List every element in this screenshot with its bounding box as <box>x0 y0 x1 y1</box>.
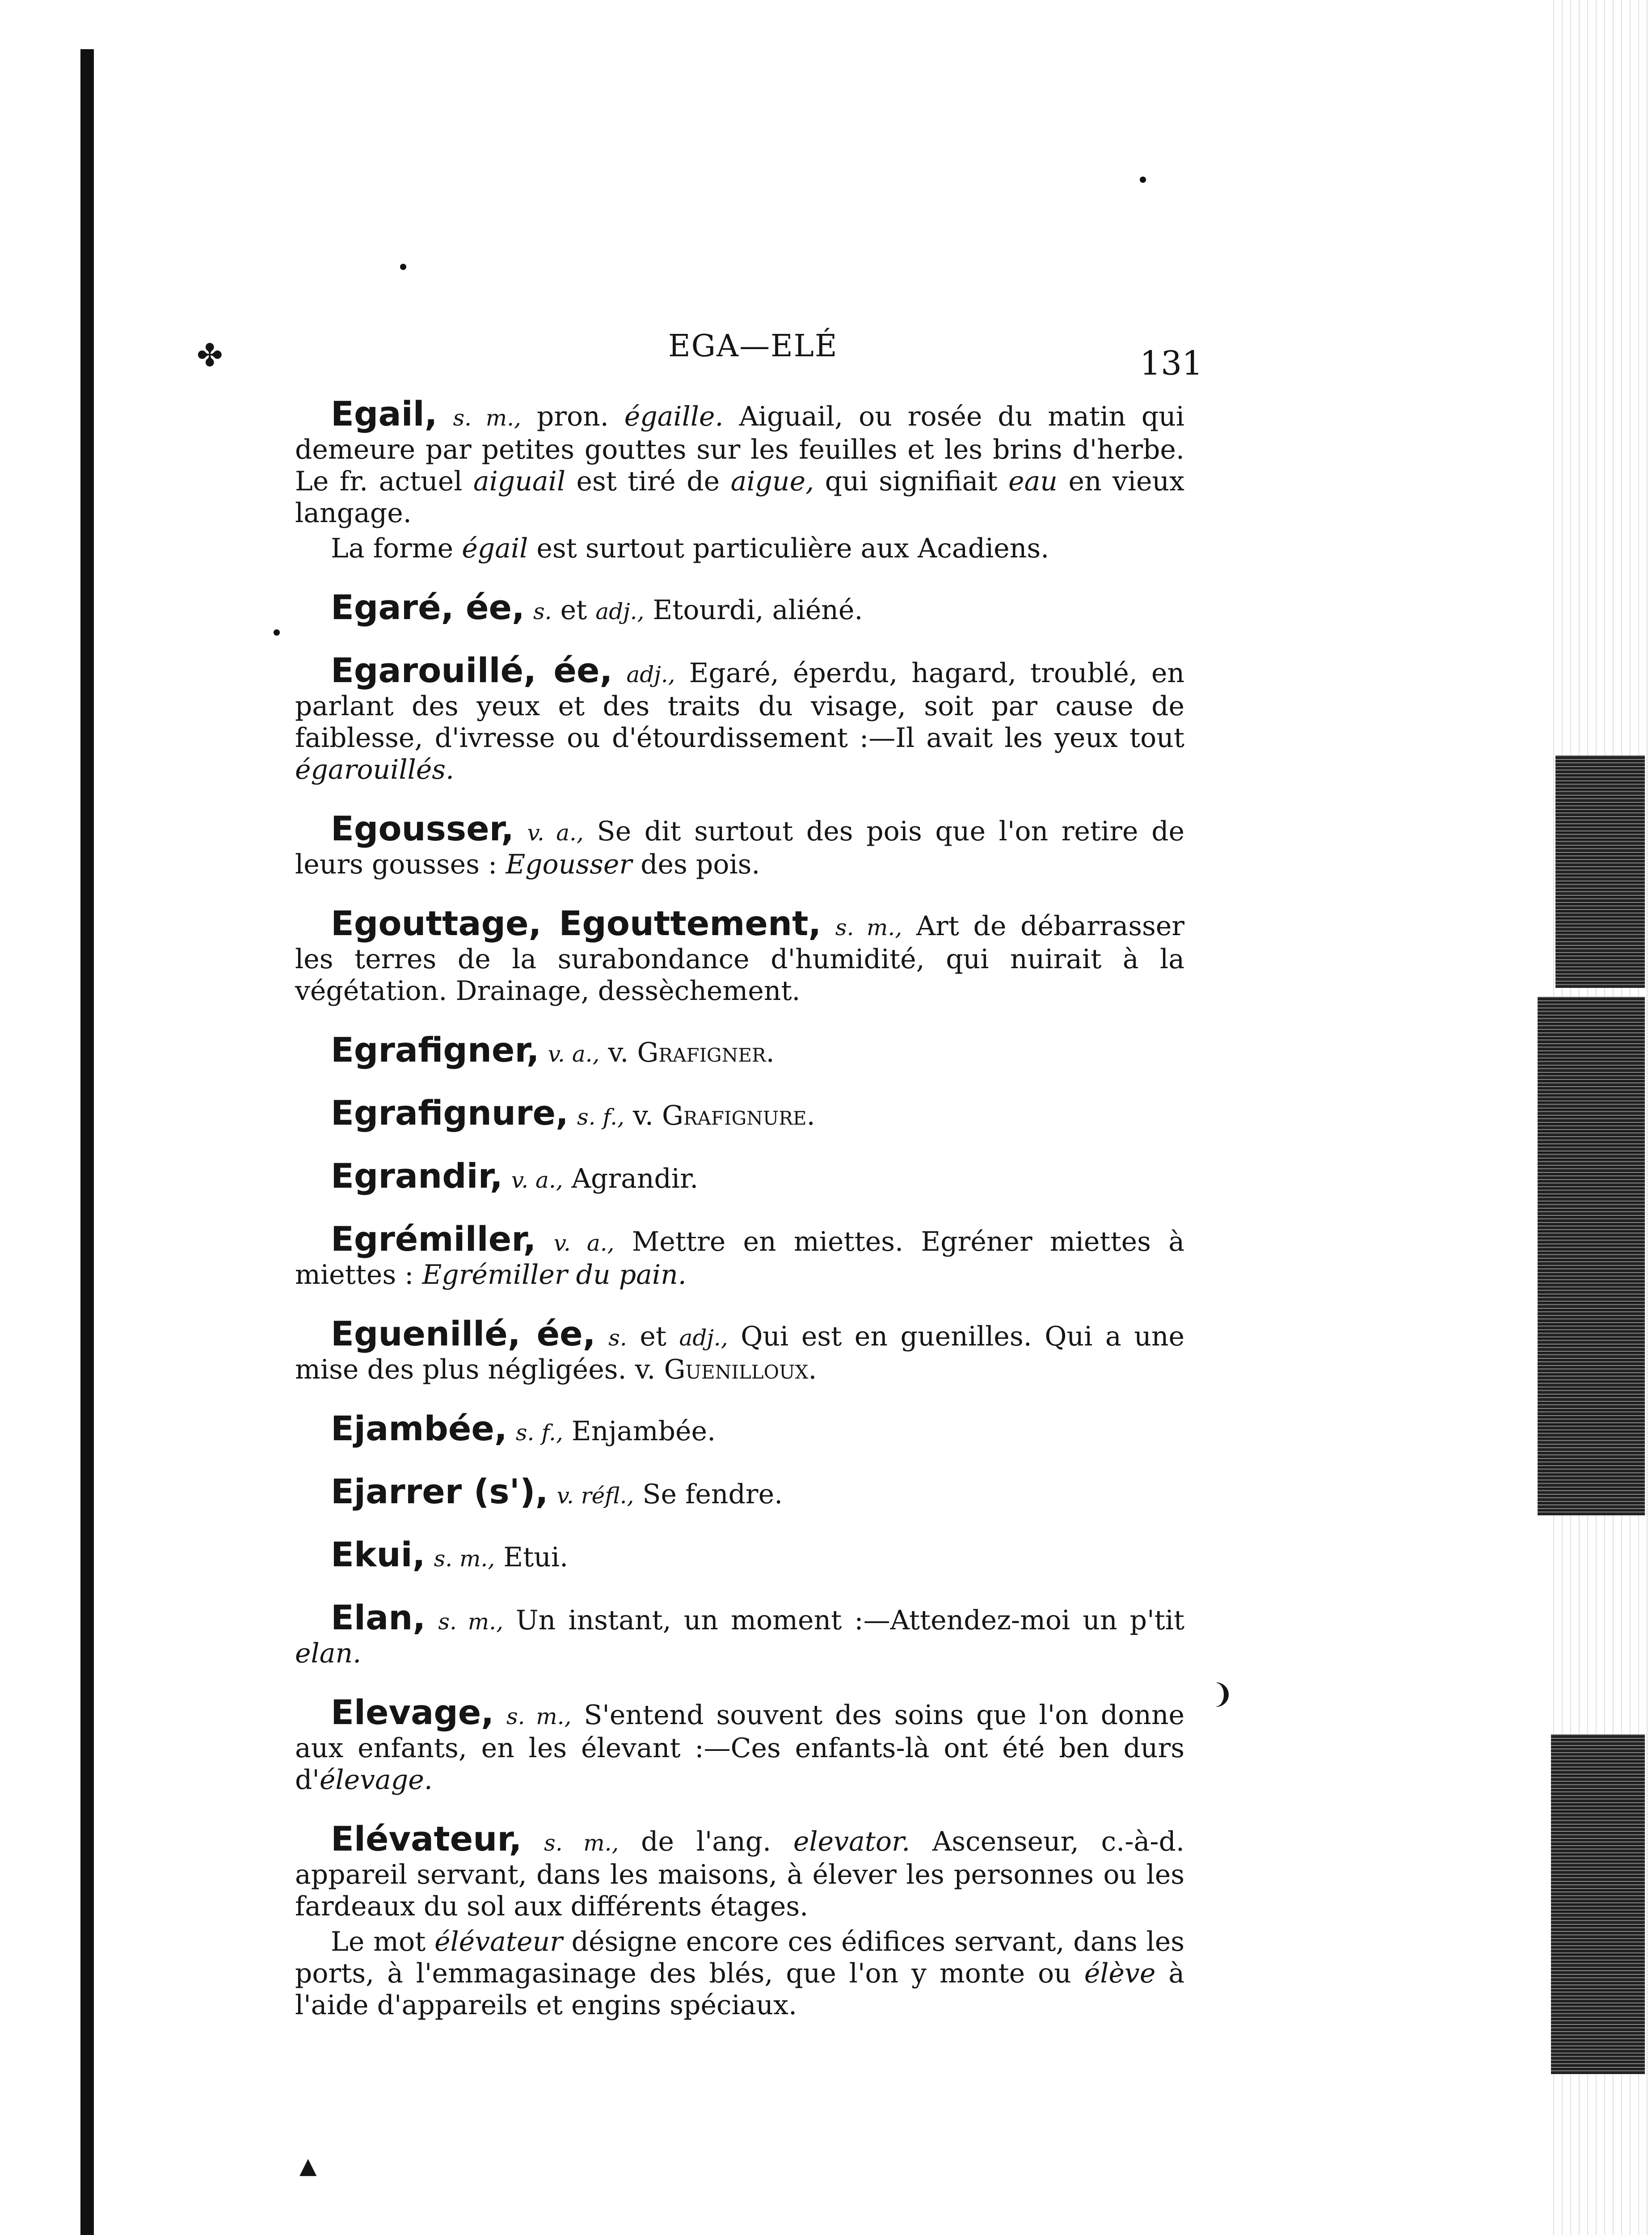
page-number: 131 <box>1140 344 1203 383</box>
headword: Elévateur, <box>331 1819 522 1859</box>
headword: Ekui, <box>331 1535 426 1574</box>
ink-speck <box>274 629 280 636</box>
headword: Egarouillé, <box>331 650 536 690</box>
entry-elevateur-note: Le mot élévateur désigne encore ces édifices servant, dans les ports, à l'emmagasinage des blés, que l'on y monte ou élève à l'aide d'appareils et engins spéciaux. <box>295 1926 1184 2021</box>
entry-egail-note: La forme égail est surtout particulière aux Acadiens. <box>331 533 1049 564</box>
entry-egouttage: Egouttage, Egouttement, s. m., Art de débarrasser les terres de la surabondance d'humidité, qui nuirait à la végétation. Drainage, dessèchement. <box>295 903 1184 1007</box>
edge-smudge-middle <box>1538 997 1645 1515</box>
edge-smudge-upper <box>1555 755 1645 988</box>
entry-egarouille: Egarouillé, ée, adj., Egaré, éperdu, hagard, troublé, en parlant des yeux et des traits du visage, soit par cause de faiblesse, d'ivresse ou d'étourdissement :—Il avait les yeux tout égarouillés. <box>295 650 1184 785</box>
headword: Egrafigner, <box>331 1030 539 1070</box>
headword: Egail, <box>331 394 438 434</box>
entry-elevateur: Elévateur, s. m., de l'ang. elevator. Ascenseur, c.-à-d. appareil servant, dans les maisons, à élever les personnes ou les fardeaux du sol aux différents étages. <box>295 1819 1184 1922</box>
entry-ejarrer: Ejarrer (s'), v. réfl., Se fendre. <box>331 1472 783 1511</box>
headword: Egaré, <box>331 587 454 627</box>
entry-egrandir: Egrandir, v. a., Agrandir. <box>331 1156 699 1196</box>
entry-elevage: Elevage, s. m., S'entend souvent des soins que l'on donne aux enfants, en les élevant :—Ces enfants-là ont été ben durs d'élevage. <box>295 1692 1184 1796</box>
entry-egrafignure: Egrafignure, s. f., v. Grafignure. <box>331 1093 815 1133</box>
headword: Egousser, <box>331 809 514 848</box>
stray-ink-mark: ▲ <box>299 2153 317 2179</box>
ink-speck <box>400 264 406 270</box>
ink-speck <box>1140 177 1146 183</box>
stray-ink-mark: ✤ <box>197 337 223 374</box>
headword: Eguenillé, <box>331 1314 521 1354</box>
stray-ink-mark: ❩ <box>1211 1678 1234 1710</box>
edge-smudge-lower <box>1551 1734 1645 2074</box>
entry-egrafigner: Egrafigner, v. a., v. Grafigner. <box>331 1030 775 1070</box>
entry-egousser: Egousser, v. a., Se dit surtout des pois que l'on retire de leurs gousses : Egousser des pois. <box>295 809 1185 880</box>
headword: Egouttage, Egouttement, <box>331 903 822 943</box>
entry-egremiller: Egrémiller, v. a., Mettre en miettes. Egréner miettes à miettes : Egrémiller du pain. <box>295 1219 1184 1290</box>
headword: Elevage, <box>331 1692 494 1732</box>
headword: Egrémiller, <box>331 1219 536 1259</box>
dictionary-column <box>295 371 1184 2036</box>
headword: Egrafignure, <box>331 1093 569 1133</box>
entry-egail: Egail, s. m., pron. égaille. Aiguail, ou rosée du matin qui demeure par petites gouttes sur les feuilles et les brins d'herbe. Le fr. actuel aiguail est tiré de aigue, qui signifiait eau en vieux langage. <box>295 394 1185 529</box>
headword: Egrandir, <box>331 1156 503 1196</box>
binding-shadow <box>80 49 94 2235</box>
headword: Ejarrer (s'), <box>331 1472 548 1511</box>
running-head: EGA—ELÉ <box>668 329 838 364</box>
entry-eguenille: Eguenillé, ée, s. et adj., Qui est en guenilles. Qui a une mise des plus négligées. v. Guenilloux. <box>295 1314 1185 1385</box>
entry-ekui: Ekui, s. m., Etui. <box>331 1535 569 1574</box>
entry-egare: Egaré, ée, s. et adj., Etourdi, aliéné. <box>331 587 863 627</box>
headword: Elan, <box>331 1598 426 1637</box>
entry-elan: Elan, s. m., Un instant, un moment :—Attendez-moi un p'tit elan. <box>295 1598 1184 1669</box>
headword: Ejambée, <box>331 1408 507 1448</box>
entry-ejambee: Ejambée, s. f., Enjambée. <box>331 1408 716 1448</box>
